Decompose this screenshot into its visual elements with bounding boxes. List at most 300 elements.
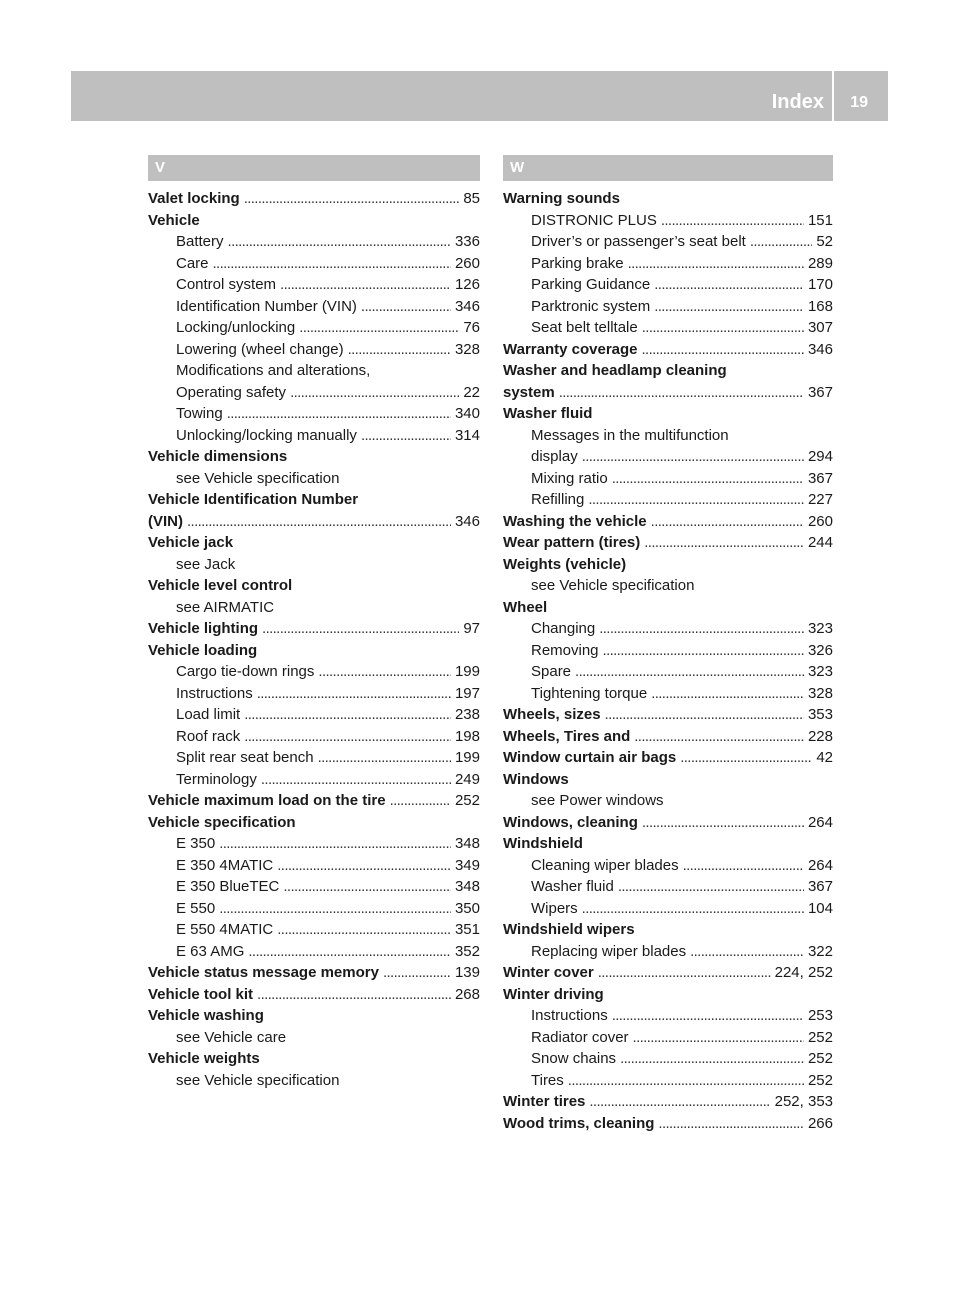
index-entry-label: Snow chains: [531, 1050, 617, 1067]
index-entry: [503, 188, 833, 210]
index-entry-label: Cleaning wiper blades: [531, 856, 679, 874]
index-entry-page: 151: [807, 211, 833, 229]
index-entry-page: 266: [807, 1114, 833, 1132]
index-entry-page: 353: [807, 706, 833, 723]
index-entry: [148, 618, 480, 640]
dot-leader: [599, 618, 804, 640]
index-entry: [148, 769, 480, 791]
dot-leader: [559, 382, 804, 404]
index-entry: [503, 231, 833, 253]
index-entry-page: 289: [807, 254, 833, 272]
index-entry-page: 168: [807, 297, 833, 315]
dot-leader: [620, 1048, 804, 1070]
index-entry-label: Vehicle jack: [148, 534, 234, 551]
index-entry-page: 252, 353: [774, 1093, 833, 1110]
index-entry: [148, 468, 480, 490]
index-entry: [503, 812, 833, 834]
index-entry: [503, 855, 833, 877]
dot-leader: [348, 339, 451, 361]
index-entry: [148, 941, 480, 963]
dot-leader: [219, 898, 451, 920]
header-divider: [832, 71, 834, 121]
index-entry-label: Driver’s or passenger’s seat belt: [531, 233, 746, 250]
dot-leader: [575, 661, 804, 683]
index-entry-label: Wipers: [531, 899, 578, 917]
index-entry-label: E 63 AMG: [176, 942, 245, 960]
index-entry: [148, 704, 480, 726]
index-entry: [148, 962, 480, 984]
index-entry: [148, 511, 480, 533]
dot-leader: [244, 188, 460, 210]
index-entry-label: Vehicle tool kit: [148, 985, 254, 1003]
index-entry-label: Roof rack: [176, 727, 241, 745]
index-entry-label: see Jack: [176, 555, 236, 573]
index-entry-page: 42: [816, 749, 833, 766]
dot-leader: [690, 941, 804, 963]
index-entry-page: 351: [454, 921, 480, 938]
dot-leader: [318, 747, 451, 769]
index-entry-label: Vehicle specification: [148, 813, 296, 831]
dot-leader: [605, 704, 804, 726]
index-entry: [148, 489, 480, 511]
dot-leader: [642, 339, 804, 361]
index-entry-page: 228: [807, 727, 833, 745]
dot-leader: [277, 855, 451, 877]
index-entry-label: see AIRMATIC: [176, 598, 275, 616]
dot-leader: [261, 769, 451, 791]
index-entry-label: Weights (vehicle): [503, 555, 627, 573]
index-entry: [148, 683, 480, 705]
index-entry: [503, 726, 833, 748]
index-entry: [503, 747, 833, 769]
index-list-v: [148, 188, 480, 1091]
index-entry-label: Vehicle washing: [148, 1007, 264, 1024]
index-entry-page: 260: [454, 254, 480, 272]
index-entry-label: Messages in the multifunction: [531, 426, 729, 444]
dot-leader: [651, 511, 804, 533]
index-entry: [503, 339, 833, 361]
index-entry-label: Valet locking: [148, 190, 240, 207]
dot-leader: [257, 683, 451, 705]
dot-leader: [280, 274, 451, 296]
dot-leader: [661, 210, 804, 232]
index-entry-label: Vehicle level control: [148, 577, 293, 594]
index-entry-label: Locking/unlocking: [176, 319, 296, 336]
index-entry-page: 350: [454, 899, 480, 917]
index-entry-label: Vehicle weights: [148, 1050, 260, 1067]
dot-leader: [588, 489, 804, 511]
index-entry: [503, 683, 833, 705]
index-entry-label: Wear pattern (tires): [503, 534, 641, 551]
index-entry-label: see Vehicle specification: [531, 577, 695, 594]
index-entry: [503, 511, 833, 533]
index-entry-page: 252: [807, 1050, 833, 1067]
index-entry-label: Vehicle maximum load on the tire: [148, 792, 386, 809]
index-entry-page: 170: [807, 276, 833, 293]
index-entry-label: Tires: [531, 1071, 564, 1089]
index-entry-page: 227: [807, 491, 833, 508]
index-entry-page: 328: [807, 684, 833, 702]
index-entry: [503, 489, 833, 511]
index-entry-page: 268: [454, 985, 480, 1003]
dot-leader: [589, 1091, 770, 1113]
index-entry: [148, 382, 480, 404]
page-number: 19: [850, 94, 868, 111]
dot-leader: [651, 683, 804, 705]
index-entry: [503, 1070, 833, 1092]
index-entry-label: Load limit: [176, 706, 241, 723]
index-entry-label: Modifications and alterations,: [176, 362, 371, 379]
dot-leader: [390, 790, 451, 812]
index-entry-label: Operating safety: [176, 383, 287, 401]
index-entry: [503, 1113, 833, 1135]
dot-leader: [361, 296, 451, 318]
index-entry: [148, 403, 480, 425]
index-entry-page: 22: [463, 383, 480, 401]
index-entry: [503, 941, 833, 963]
index-entry-label: Vehicle loading: [148, 641, 258, 659]
index-entry-label: E 550 4MATIC: [176, 921, 274, 938]
index-entry: [148, 210, 480, 232]
index-entry-page: 346: [807, 340, 833, 358]
index-entry-label: see Vehicle care: [176, 1028, 287, 1046]
index-entry-label: E 350 4MATIC: [176, 856, 274, 874]
index-entry: [148, 790, 480, 812]
dot-leader: [361, 425, 451, 447]
index-entry-page: 198: [454, 727, 480, 745]
dot-leader: [598, 962, 771, 984]
index-entry-label: Replacing wiper blades: [531, 942, 687, 960]
index-entry-label: Vehicle dimensions: [148, 448, 288, 465]
index-entry-label: Tightening torque: [531, 684, 648, 702]
dot-leader: [618, 876, 804, 898]
index-entry-page: 238: [454, 706, 480, 723]
index-entry: [503, 704, 833, 726]
index-entry-page: 252: [807, 1028, 833, 1046]
dot-leader: [244, 704, 451, 726]
index-entry-label: E 350: [176, 835, 216, 852]
index-entry-label: Changing: [531, 620, 596, 637]
index-entry-label: Washer fluid: [503, 405, 593, 422]
index-entry: [148, 188, 480, 210]
index-entry: [148, 274, 480, 296]
index-entry-page: 264: [807, 856, 833, 874]
index-entry-page: 314: [454, 426, 480, 444]
dot-leader: [244, 726, 451, 748]
index-entry: [503, 210, 833, 232]
dot-leader: [633, 1027, 804, 1049]
dot-leader: [248, 941, 451, 963]
index-entry-label: Control system: [176, 276, 277, 293]
index-entry-label: Parking Guidance: [531, 276, 651, 293]
index-entry: [148, 446, 480, 468]
index-entry: [503, 661, 833, 683]
page-header: [71, 71, 888, 121]
index-entry: [503, 575, 833, 597]
index-entry-page: 328: [454, 340, 480, 358]
index-entry-label: Parktronic system: [531, 297, 651, 315]
index-entry-page: 367: [807, 383, 833, 401]
index-entry-page: 197: [454, 684, 480, 702]
index-entry: [503, 1091, 833, 1113]
index-entry: [503, 296, 833, 318]
index-entry: [503, 446, 833, 468]
index-entry-label: Vehicle status message memory: [148, 964, 379, 981]
index-entry: [148, 296, 480, 318]
index-entry: [148, 812, 480, 834]
index-entry-label: Care: [176, 254, 209, 272]
dot-leader: [642, 317, 804, 339]
index-entry-page: 326: [807, 641, 833, 659]
dot-leader: [634, 726, 804, 748]
index-entry-label: DISTRONIC PLUS: [531, 211, 657, 229]
index-entry: [503, 640, 833, 662]
dot-leader: [612, 1005, 804, 1027]
index-entry-label: Windows, cleaning: [503, 813, 638, 831]
index-entry: [503, 382, 833, 404]
index-entry-page: 346: [454, 512, 480, 530]
index-entry-page: 307: [807, 319, 833, 336]
page-title: Index: [771, 91, 824, 113]
index-entry: [503, 1027, 833, 1049]
dot-leader: [612, 468, 804, 490]
dot-leader: [228, 231, 451, 253]
index-entry-label: see Vehicle specification: [176, 469, 340, 487]
index-entry-page: 336: [454, 233, 480, 250]
index-entry: [503, 468, 833, 490]
index-entry-page: 244: [807, 534, 833, 551]
index-entry: [148, 876, 480, 898]
index-entry: [503, 425, 833, 447]
index-entry-label: Wood trims, cleaning: [503, 1114, 655, 1132]
index-entry-label: see Vehicle specification: [176, 1071, 340, 1089]
index-entry-label: Windshield: [503, 835, 583, 852]
index-entry-label: Wheels, Tires and: [503, 727, 631, 745]
dot-leader: [628, 253, 804, 275]
index-entry-label: Window curtain air bags: [503, 749, 677, 766]
index-entry: [148, 339, 480, 361]
index-entry: [148, 984, 480, 1006]
index-entry-label: Windshield wipers: [503, 921, 635, 938]
index-entry-label: Lowering (wheel change): [176, 340, 344, 358]
index-entry-label: Mixing ratio: [531, 469, 608, 487]
index-entry-label: E 350 BlueTEC: [176, 878, 280, 895]
index-entry: [148, 532, 480, 554]
index-entry-label: Wheels, sizes: [503, 706, 601, 723]
index-entry: [503, 618, 833, 640]
dot-leader: [219, 833, 451, 855]
index-entry-label: (VIN): [148, 512, 183, 530]
index-entry-page: 139: [454, 964, 480, 981]
dot-leader: [383, 962, 451, 984]
index-entry: [503, 790, 833, 812]
index-entry: [148, 1005, 480, 1027]
dot-leader: [654, 296, 804, 318]
index-column-v: [148, 155, 480, 1091]
index-entry-label: display: [531, 448, 578, 465]
index-entry-page: 349: [454, 856, 480, 874]
index-entry: [148, 898, 480, 920]
index-entry-page: 367: [807, 878, 833, 895]
dot-leader: [644, 532, 804, 554]
index-entry-page: 348: [454, 878, 480, 895]
index-entry-page: 76: [463, 319, 480, 336]
index-entry-page: 348: [454, 835, 480, 852]
index-entry: [503, 403, 833, 425]
index-entry: [148, 231, 480, 253]
index-entry: [503, 1048, 833, 1070]
index-entry-label: Parking brake: [531, 254, 624, 272]
index-entry: [503, 274, 833, 296]
dot-leader: [642, 812, 804, 834]
index-entry: [148, 726, 480, 748]
dot-leader: [654, 274, 804, 296]
index-entry: [503, 554, 833, 576]
dot-leader: [262, 618, 459, 640]
index-entry: [148, 661, 480, 683]
index-entry-label: Wheel: [503, 598, 548, 616]
index-entry-label: Instructions: [531, 1007, 608, 1024]
index-entry: [503, 597, 833, 619]
index-entry: [503, 876, 833, 898]
index-entry-page: 323: [807, 663, 833, 680]
index-entry: [148, 1027, 480, 1049]
index-entry-page: 323: [807, 620, 833, 637]
index-entry-label: Seat belt telltale: [531, 319, 638, 336]
index-entry-label: Split rear seat bench: [176, 749, 314, 766]
index-entry: [503, 1005, 833, 1027]
index-entry: [148, 425, 480, 447]
index-entry-label: Warranty coverage: [503, 340, 638, 358]
dot-leader: [658, 1113, 804, 1135]
index-entry-label: Washer fluid: [531, 878, 614, 895]
index-entry-page: 249: [454, 770, 480, 788]
index-entry: [148, 1048, 480, 1070]
index-entry-label: Radiator cover: [531, 1028, 629, 1046]
index-entry: [148, 597, 480, 619]
index-entry: [503, 532, 833, 554]
index-entry-page: 252: [807, 1071, 833, 1089]
index-entry: [148, 360, 480, 382]
index-entry-label: see Power windows: [531, 792, 664, 809]
index-entry-page: 224, 252: [774, 964, 833, 981]
index-entry-label: Refilling: [531, 491, 585, 508]
index-entry-label: E 550: [176, 899, 216, 917]
index-entry-page: 340: [454, 405, 480, 422]
dot-leader: [683, 855, 804, 877]
index-entry: [148, 919, 480, 941]
dot-leader: [283, 876, 451, 898]
dot-leader: [318, 661, 451, 683]
index-column-w: [503, 155, 833, 1134]
index-entry-label: Winter driving: [503, 985, 604, 1003]
dot-leader: [213, 253, 451, 275]
index-entry-page: 199: [454, 663, 480, 680]
dot-leader: [603, 640, 804, 662]
dot-leader: [299, 317, 459, 339]
index-entry-label: Battery: [176, 233, 224, 250]
dot-leader: [187, 511, 451, 533]
index-entry-page: 52: [816, 233, 833, 250]
index-entry-page: 322: [807, 942, 833, 960]
dot-leader: [582, 446, 804, 468]
index-entry-page: 253: [807, 1007, 833, 1024]
index-entry-page: 294: [807, 448, 833, 465]
index-entry: [503, 769, 833, 791]
index-entry-label: Winter cover: [503, 964, 594, 981]
index-entry-label: Vehicle lighting: [148, 620, 259, 637]
index-entry-label: Washing the vehicle: [503, 512, 647, 530]
index-entry: [148, 855, 480, 877]
dot-leader: [290, 382, 459, 404]
index-entry: [148, 554, 480, 576]
index-entry: [148, 833, 480, 855]
index-entry-page: 260: [807, 512, 833, 530]
index-entry-page: 367: [807, 469, 833, 487]
index-entry: [503, 962, 833, 984]
dot-leader: [568, 1070, 804, 1092]
dot-leader: [582, 898, 804, 920]
dot-leader: [750, 231, 812, 253]
index-entry-page: 346: [454, 297, 480, 315]
index-entry: [148, 640, 480, 662]
index-entry: [503, 360, 833, 382]
index-entry-label: Instructions: [176, 684, 253, 702]
index-entry: [503, 833, 833, 855]
index-entry-label: Cargo tie-down rings: [176, 663, 315, 680]
index-entry-label: Unlocking/locking manually: [176, 426, 357, 444]
index-entry: [503, 253, 833, 275]
index-entry: [148, 1070, 480, 1092]
index-entry-label: Warning sounds: [503, 190, 620, 207]
dot-leader: [227, 403, 451, 425]
index-entry-page: 104: [807, 899, 833, 917]
index-entry-label: Windows: [503, 770, 569, 788]
index-entry-page: 85: [463, 190, 480, 207]
index-entry-label: Removing: [531, 641, 599, 659]
index-entry-label: Identification Number (VIN): [176, 297, 357, 315]
section-heading-v: V: [148, 155, 480, 181]
index-entry: [148, 575, 480, 597]
index-entry-label: Towing: [176, 405, 223, 422]
index-entry: [503, 984, 833, 1006]
section-heading-w: W: [503, 155, 833, 181]
index-entry-label: Terminology: [176, 770, 257, 788]
index-list-w: [503, 188, 833, 1134]
index-entry: [148, 747, 480, 769]
index-entry-page: 252: [454, 792, 480, 809]
index-entry-label: Washer and headlamp cleaning: [503, 362, 727, 379]
index-entry-label: Vehicle: [148, 211, 200, 229]
index-entry: [503, 898, 833, 920]
index-entry: [148, 317, 480, 339]
index-entry-page: 352: [454, 942, 480, 960]
index-entry-label: Winter tires: [503, 1093, 586, 1110]
index-entry: [503, 919, 833, 941]
dot-leader: [257, 984, 451, 1006]
index-entry-label: system: [503, 383, 555, 401]
dot-leader: [680, 747, 812, 769]
index-entry: [148, 253, 480, 275]
index-entry-page: 264: [807, 813, 833, 831]
index-entry-page: 97: [463, 620, 480, 637]
index-entry-page: 199: [454, 749, 480, 766]
index-entry-page: 126: [454, 276, 480, 293]
index-entry-label: Vehicle Identification Number: [148, 491, 359, 508]
index-entry-label: Spare: [531, 663, 572, 680]
index-entry: [503, 317, 833, 339]
dot-leader: [277, 919, 451, 941]
